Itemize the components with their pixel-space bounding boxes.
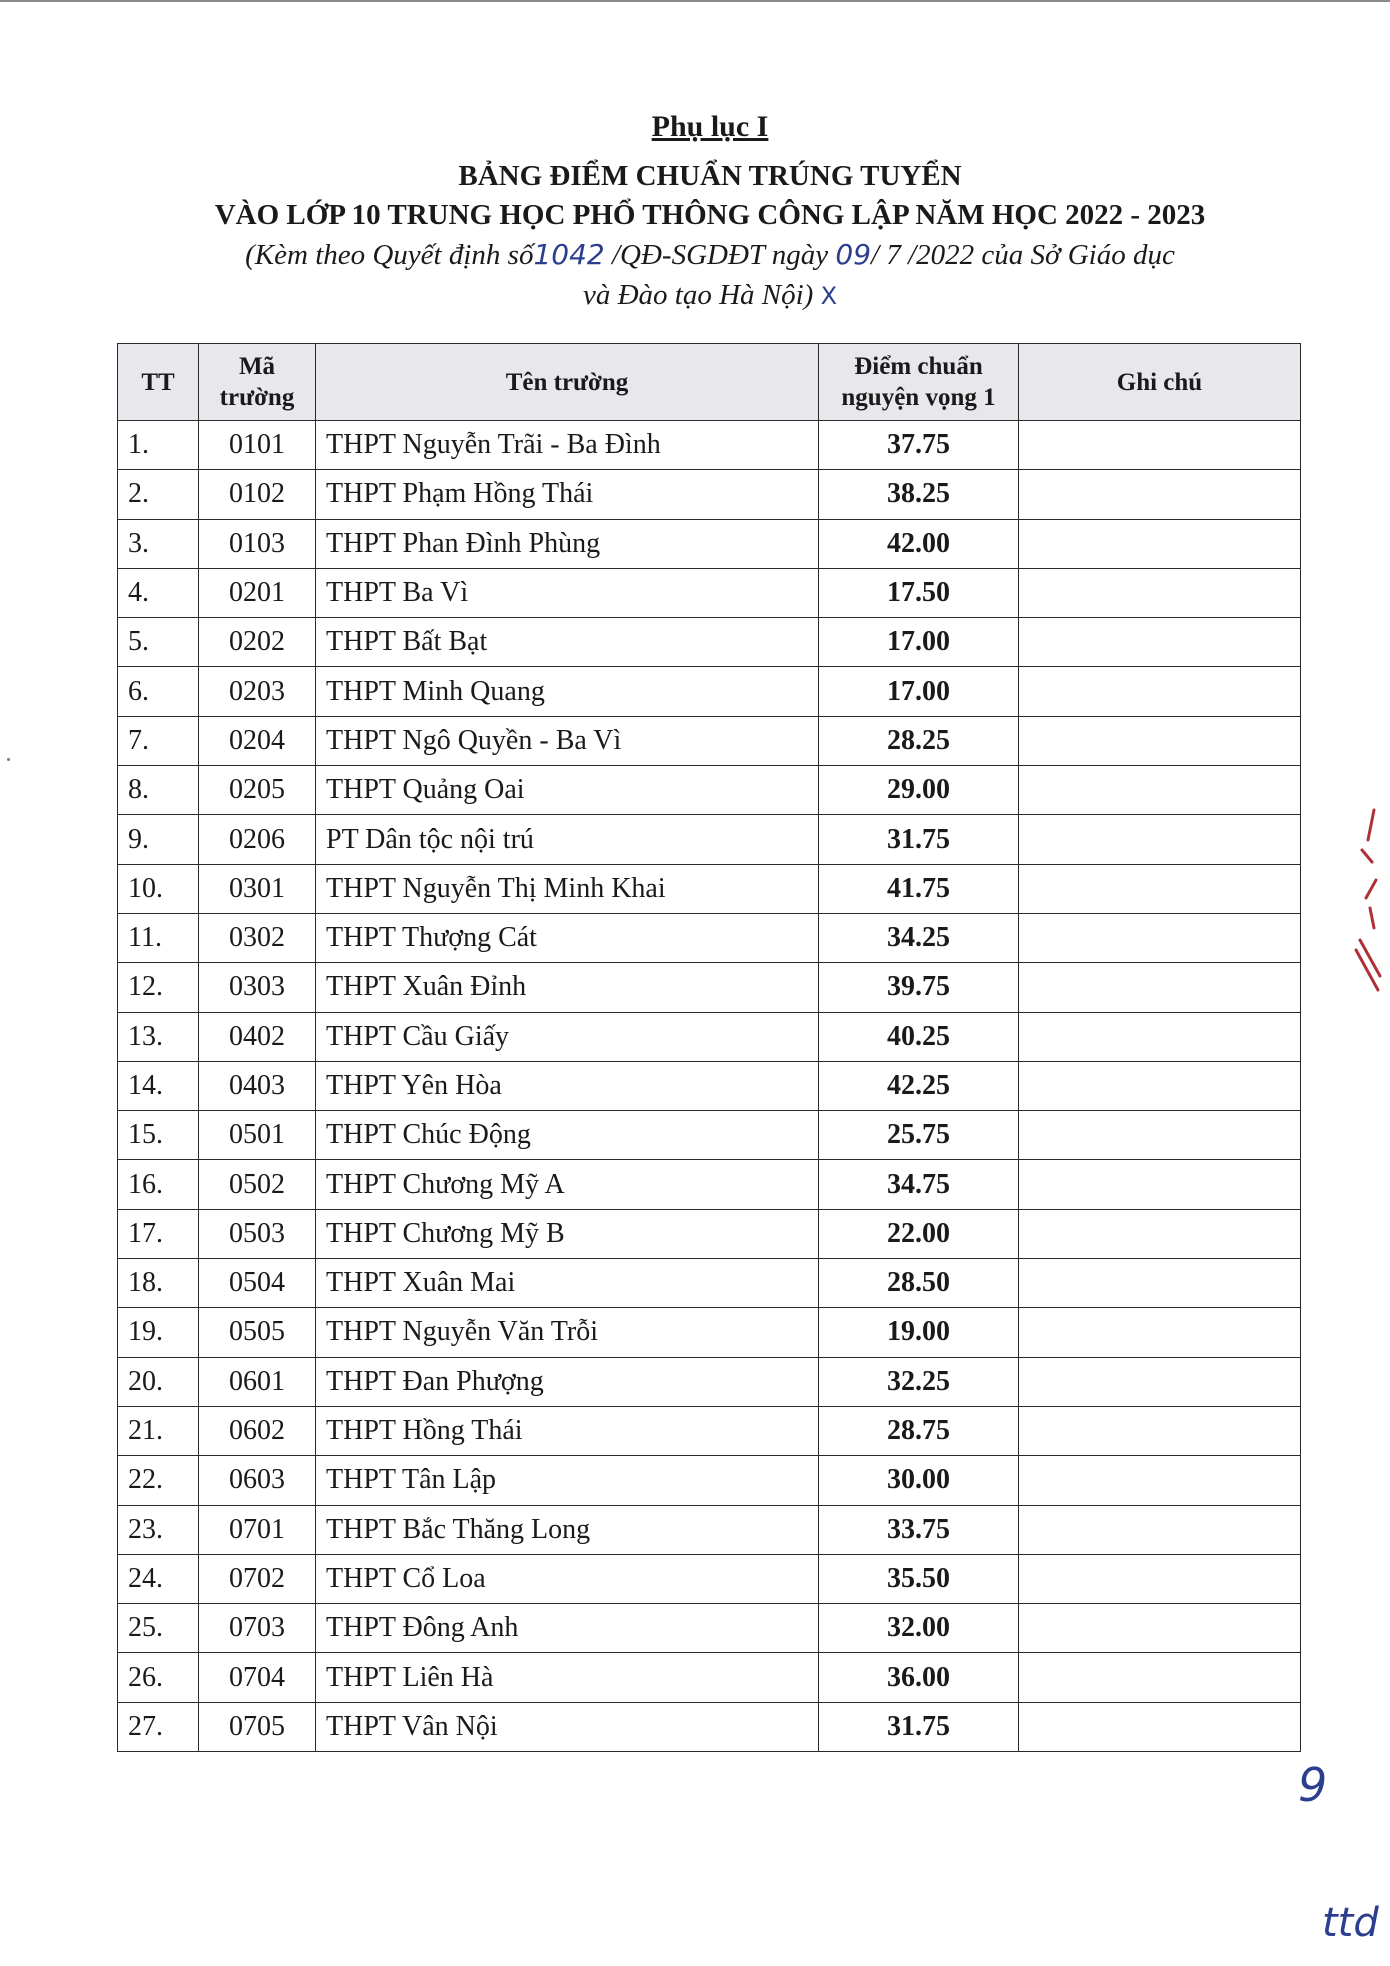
row-number: 13.	[118, 1012, 199, 1061]
note-cell	[1019, 1357, 1301, 1406]
school-name: PT Dân tộc nội trú	[316, 815, 819, 864]
scan-dot	[7, 758, 10, 761]
cutoff-score: 25.75	[819, 1111, 1019, 1160]
row-number: 15.	[118, 1111, 199, 1160]
school-code: 0301	[199, 864, 316, 913]
school-code: 0601	[199, 1357, 316, 1406]
note-cell	[1019, 618, 1301, 667]
table-row	[118, 568, 1301, 617]
school-code: 0205	[199, 766, 316, 815]
school-name: THPT Cầu Giấy	[316, 1012, 819, 1061]
row-number: 10.	[118, 864, 199, 913]
cutoff-score: 32.00	[819, 1604, 1019, 1653]
school-name: THPT Quảng Oai	[316, 766, 819, 815]
column-header-school-code: Mã trường	[199, 344, 316, 421]
note-cell	[1019, 1259, 1301, 1308]
school-name: THPT Ngô Quyền - Ba Vì	[316, 716, 819, 765]
note-cell	[1019, 716, 1301, 765]
note-cell	[1019, 1209, 1301, 1258]
school-code: 0505	[199, 1308, 316, 1357]
school-code: 0204	[199, 716, 316, 765]
school-name: THPT Bắc Thăng Long	[316, 1505, 819, 1554]
school-code: 0501	[199, 1111, 316, 1160]
table-row	[118, 1554, 1301, 1603]
school-name: THPT Thượng Cát	[316, 913, 819, 962]
table-row	[118, 963, 1301, 1012]
row-number: 22.	[118, 1456, 199, 1505]
column-header-cutoff-score: Điểm chuẩn nguyện vọng 1	[819, 344, 1019, 421]
note-cell	[1019, 913, 1301, 962]
cutoff-score: 39.75	[819, 963, 1019, 1012]
table-row	[118, 1456, 1301, 1505]
school-code: 0206	[199, 815, 316, 864]
handwritten-page-number: 9	[1298, 1758, 1328, 1812]
row-number: 7.	[118, 716, 199, 765]
table-row	[118, 1505, 1301, 1554]
cutoff-score: 30.00	[819, 1456, 1019, 1505]
table-row	[118, 1406, 1301, 1455]
row-number: 17.	[118, 1209, 199, 1258]
school-code: 0201	[199, 568, 316, 617]
note-cell	[1019, 864, 1301, 913]
row-number: 4.	[118, 568, 199, 617]
cutoff-score: 42.25	[819, 1061, 1019, 1110]
cutoff-score: 17.00	[819, 618, 1019, 667]
row-number: 12.	[118, 963, 199, 1012]
school-name: THPT Tân Lập	[316, 1456, 819, 1505]
note-cell	[1019, 1308, 1301, 1357]
note-cell	[1019, 1653, 1301, 1702]
table-row	[118, 421, 1301, 470]
school-name: THPT Yên Hòa	[316, 1061, 819, 1110]
school-name: THPT Xuân Đỉnh	[316, 963, 819, 1012]
note-cell	[1019, 815, 1301, 864]
school-name: THPT Ba Vì	[316, 568, 819, 617]
note-cell	[1019, 568, 1301, 617]
handwritten-tick: X	[820, 282, 838, 310]
school-name: THPT Cổ Loa	[316, 1554, 819, 1603]
table-row	[118, 815, 1301, 864]
table-row	[118, 1604, 1301, 1653]
table-row	[118, 519, 1301, 568]
decision-reference	[180, 235, 1240, 316]
row-number: 20.	[118, 1357, 199, 1406]
table-row	[118, 1259, 1301, 1308]
cutoff-score: 31.75	[819, 1702, 1019, 1751]
row-number: 16.	[118, 1160, 199, 1209]
row-number: 27.	[118, 1702, 199, 1751]
table-row	[118, 667, 1301, 716]
table-row	[118, 1111, 1301, 1160]
row-number: 5.	[118, 618, 199, 667]
school-code: 0103	[199, 519, 316, 568]
column-header-school-name: Tên trường	[316, 344, 819, 421]
school-name: THPT Đông Anh	[316, 1604, 819, 1653]
row-number: 9.	[118, 815, 199, 864]
row-number: 18.	[118, 1259, 199, 1308]
row-number: 24.	[118, 1554, 199, 1603]
school-code: 0701	[199, 1505, 316, 1554]
cutoff-score: 32.25	[819, 1357, 1019, 1406]
school-code: 0704	[199, 1653, 316, 1702]
note-cell	[1019, 1702, 1301, 1751]
school-name: THPT Nguyễn Thị Minh Khai	[316, 864, 819, 913]
cutoff-score: 40.25	[819, 1012, 1019, 1061]
note-cell	[1019, 1406, 1301, 1455]
school-name: THPT Chương Mỹ A	[316, 1160, 819, 1209]
table-row	[118, 1653, 1301, 1702]
school-name: THPT Hồng Thái	[316, 1406, 819, 1455]
note-cell	[1019, 1505, 1301, 1554]
cutoff-score: 34.25	[819, 913, 1019, 962]
cutoff-score: 28.25	[819, 716, 1019, 765]
school-code: 0502	[199, 1160, 316, 1209]
table-row	[118, 1308, 1301, 1357]
cutoff-score: 17.50	[819, 568, 1019, 617]
column-header-tt: TT	[118, 344, 199, 421]
row-number: 26.	[118, 1653, 199, 1702]
cutoff-score: 28.50	[819, 1259, 1019, 1308]
school-code: 0504	[199, 1259, 316, 1308]
handwritten-decision-day: 09	[835, 238, 872, 271]
row-number: 2.	[118, 470, 199, 519]
school-name: THPT Liên Hà	[316, 1653, 819, 1702]
table-row	[118, 470, 1301, 519]
row-number: 1.	[118, 421, 199, 470]
note-cell	[1019, 470, 1301, 519]
table-row	[118, 864, 1301, 913]
note-cell	[1019, 766, 1301, 815]
note-cell	[1019, 1604, 1301, 1653]
column-header-notes: Ghi chú	[1019, 344, 1301, 421]
row-number: 6.	[118, 667, 199, 716]
table-row	[118, 1061, 1301, 1110]
document-title-line1: BẢNG ĐIỂM CHUẨN TRÚNG TUYỂN	[458, 160, 962, 192]
school-code: 0402	[199, 1012, 316, 1061]
school-name: THPT Nguyễn Trãi - Ba Đình	[316, 421, 819, 470]
table-row	[118, 1209, 1301, 1258]
cutoff-score: 31.75	[819, 815, 1019, 864]
cutoff-score: 38.25	[819, 470, 1019, 519]
table-row	[118, 1357, 1301, 1406]
table-row	[118, 1702, 1301, 1751]
row-number: 21.	[118, 1406, 199, 1455]
cutoff-score: 42.00	[819, 519, 1019, 568]
school-code: 0503	[199, 1209, 316, 1258]
row-number: 23.	[118, 1505, 199, 1554]
decision-text-line2: và Đào tạo Hà Nội)	[582, 279, 814, 311]
row-number: 8.	[118, 766, 199, 815]
appendix-heading: Phụ lục I	[651, 110, 769, 143]
school-code: 0102	[199, 470, 316, 519]
note-cell	[1019, 667, 1301, 716]
cutoff-score: 34.75	[819, 1160, 1019, 1209]
school-code: 0603	[199, 1456, 316, 1505]
cutoff-score: 19.00	[819, 1308, 1019, 1357]
row-number: 11.	[118, 913, 199, 962]
cutoff-score: 37.75	[819, 421, 1019, 470]
cutoff-score: 22.00	[819, 1209, 1019, 1258]
top-border-line	[0, 0, 1390, 2]
row-number: 25.	[118, 1604, 199, 1653]
table-body	[118, 421, 1301, 1752]
note-cell	[1019, 1160, 1301, 1209]
note-cell	[1019, 1456, 1301, 1505]
row-number: 19.	[118, 1308, 199, 1357]
school-code: 0202	[199, 618, 316, 667]
table-header-row	[118, 344, 1301, 421]
school-code: 0403	[199, 1061, 316, 1110]
decision-text-part2: /QĐ-SGDĐT ngày	[611, 239, 829, 271]
school-name: THPT Phạm Hồng Thái	[316, 470, 819, 519]
school-code: 0702	[199, 1554, 316, 1603]
decision-text-part1: (Kèm theo Quyết định số	[245, 239, 534, 271]
note-cell	[1019, 421, 1301, 470]
school-code: 0303	[199, 963, 316, 1012]
school-code: 0705	[199, 1702, 316, 1751]
cutoff-score: 28.75	[819, 1406, 1019, 1455]
school-name: THPT Vân Nội	[316, 1702, 819, 1751]
school-name: THPT Nguyễn Văn Trỗi	[316, 1308, 819, 1357]
table-row	[118, 1012, 1301, 1061]
table-row	[118, 766, 1301, 815]
handwritten-decision-number: 1042	[533, 238, 605, 271]
note-cell	[1019, 1111, 1301, 1160]
cutoff-score: 41.75	[819, 864, 1019, 913]
school-code: 0101	[199, 421, 316, 470]
note-cell	[1019, 519, 1301, 568]
note-cell	[1019, 1012, 1301, 1061]
row-number: 3.	[118, 519, 199, 568]
school-name: THPT Xuân Mai	[316, 1259, 819, 1308]
school-code: 0602	[199, 1406, 316, 1455]
table-row	[118, 716, 1301, 765]
cutoff-score: 29.00	[819, 766, 1019, 815]
school-name: THPT Bất Bạt	[316, 618, 819, 667]
note-cell	[1019, 1061, 1301, 1110]
school-code: 0302	[199, 913, 316, 962]
red-stamp-edge-mark	[1350, 800, 1386, 1010]
row-number: 14.	[118, 1061, 199, 1110]
note-cell	[1019, 1554, 1301, 1603]
decision-text-part3: / 7 /2022 của Sở Giáo dục	[871, 239, 1175, 271]
school-code: 0203	[199, 667, 316, 716]
cutoff-score: 17.00	[819, 667, 1019, 716]
school-code: 0703	[199, 1604, 316, 1653]
school-name: THPT Đan Phượng	[316, 1357, 819, 1406]
school-name: THPT Minh Quang	[316, 667, 819, 716]
table-row	[118, 913, 1301, 962]
admission-score-table	[117, 343, 1301, 1752]
note-cell	[1019, 963, 1301, 1012]
school-name: THPT Chúc Động	[316, 1111, 819, 1160]
school-name: THPT Chương Mỹ B	[316, 1209, 819, 1258]
cutoff-score: 33.75	[819, 1505, 1019, 1554]
school-name: THPT Phan Đình Phùng	[316, 519, 819, 568]
table-row	[118, 1160, 1301, 1209]
cutoff-score: 36.00	[819, 1653, 1019, 1702]
cutoff-score: 35.50	[819, 1554, 1019, 1603]
table-row	[118, 618, 1301, 667]
document-title-line2: VÀO LỚP 10 TRUNG HỌC PHỔ THÔNG CÔNG LẬP NĂM HỌC 2022 - 2023	[214, 199, 1206, 231]
handwritten-initials: ttd	[1322, 1900, 1379, 1946]
